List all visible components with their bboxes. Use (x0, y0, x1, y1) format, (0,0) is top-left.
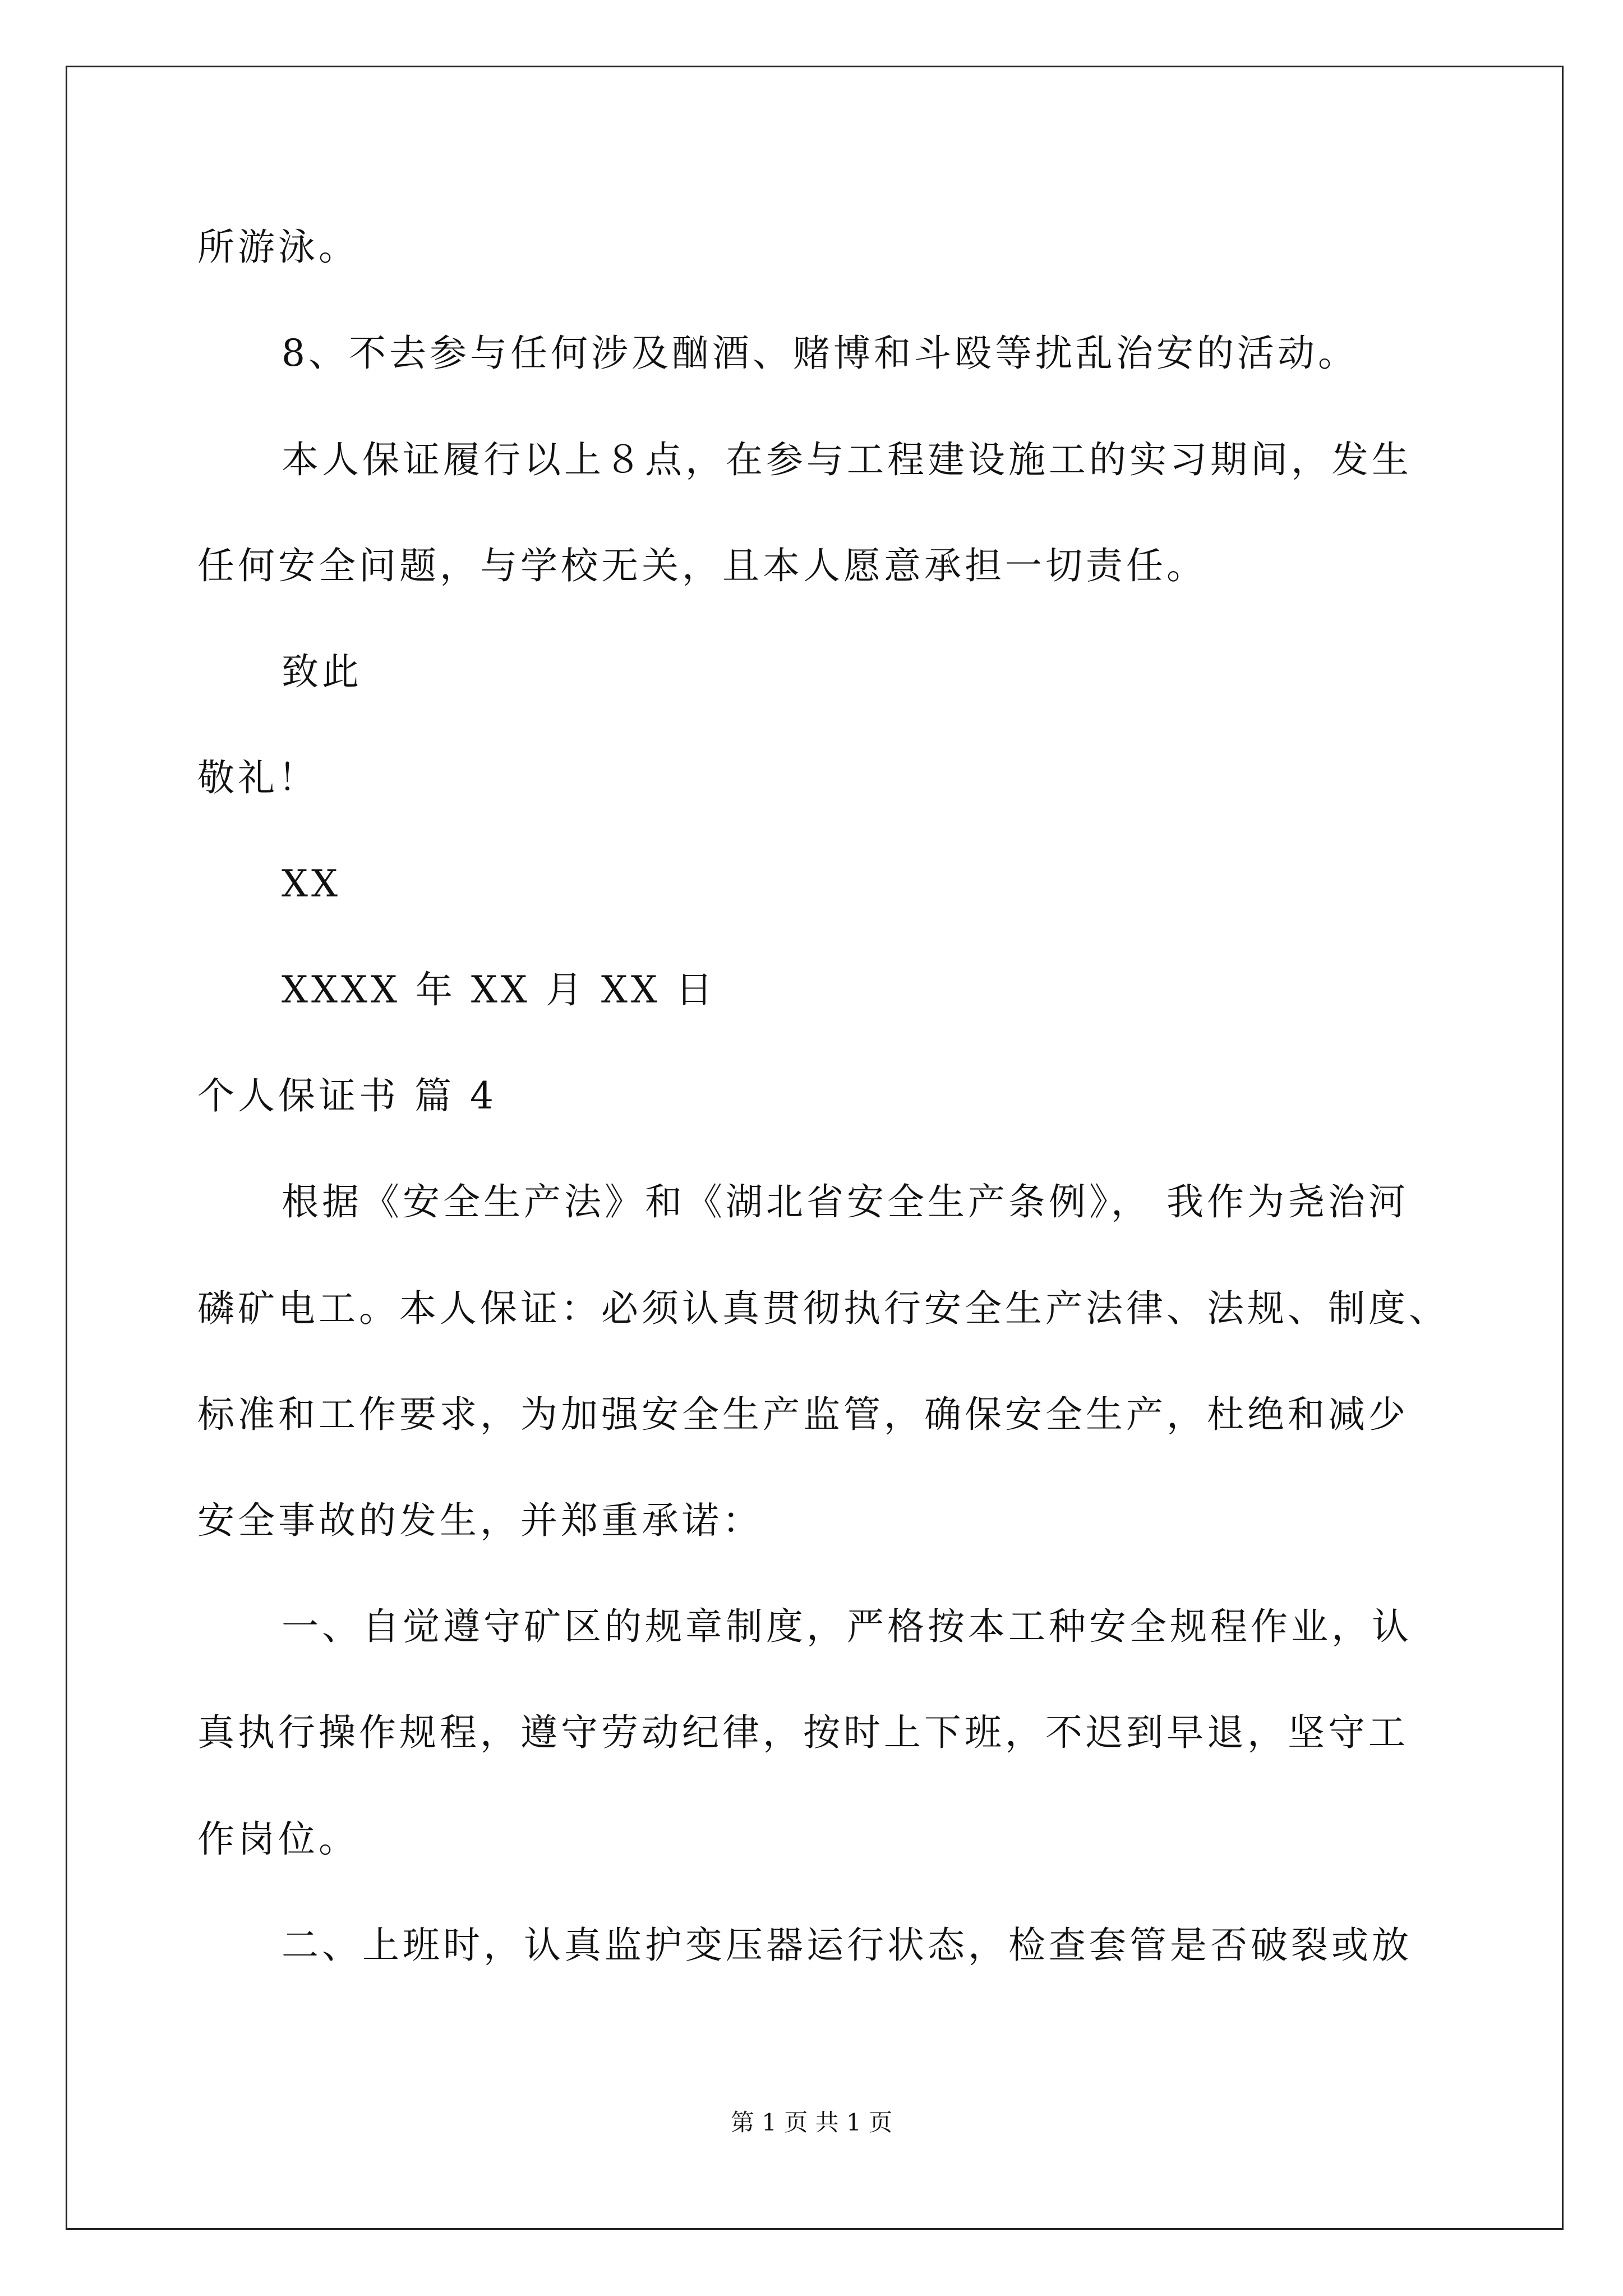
text-line: 标准和工作要求，为加强安全生产监管，确保安全生产，杜绝和减少 (197, 1393, 1409, 1436)
text-line: 真执行操作规程，遵守劳动纪律，按时上下班，不迟到早退，坚守工 (197, 1711, 1409, 1754)
text-line: 本人保证履行以上８点，在参与工程建设施工的实习期间，发生 (282, 438, 1412, 481)
text-line: 磷矿电工。本人保证：必须认真贯彻执行安全生产法律、法规、制度、 (197, 1287, 1449, 1330)
text-line: 根据《安全生产法》和《湖北省安全生产条例》， 我作为尧治河 (282, 1180, 1409, 1223)
page-footer: 第 1 页 共 1 页 (730, 2109, 893, 2136)
section-heading: 个人保证书 篇 4 (197, 1074, 497, 1117)
text-line: 任何安全问题，与学校无关，且本人愿意承担一切责任。 (197, 544, 1207, 587)
text-line: 二、上班时，认真监护变压器运行状态，检查套管是否破裂或放 (282, 1924, 1412, 1967)
text-line: XX (282, 862, 341, 905)
text-line: 敬礼！ (197, 756, 319, 799)
text-line: XXXX 年 XX 月 XX 日 (282, 968, 716, 1011)
text-line: 一、自觉遵守矿区的规章制度，严格按本工种安全规程作业，认 (282, 1605, 1412, 1648)
text-line: 作岗位。 (197, 1818, 359, 1861)
page-border (66, 66, 1564, 2230)
text-line: 致此 (282, 650, 362, 693)
text-line: 8、不去参与任何涉及酗酒、赌博和斗殴等扰乱治安的活动。 (282, 332, 1358, 375)
text-line: 安全事故的发生，并郑重承诺： (197, 1499, 763, 1542)
text-line: 所游泳。 (197, 226, 359, 269)
